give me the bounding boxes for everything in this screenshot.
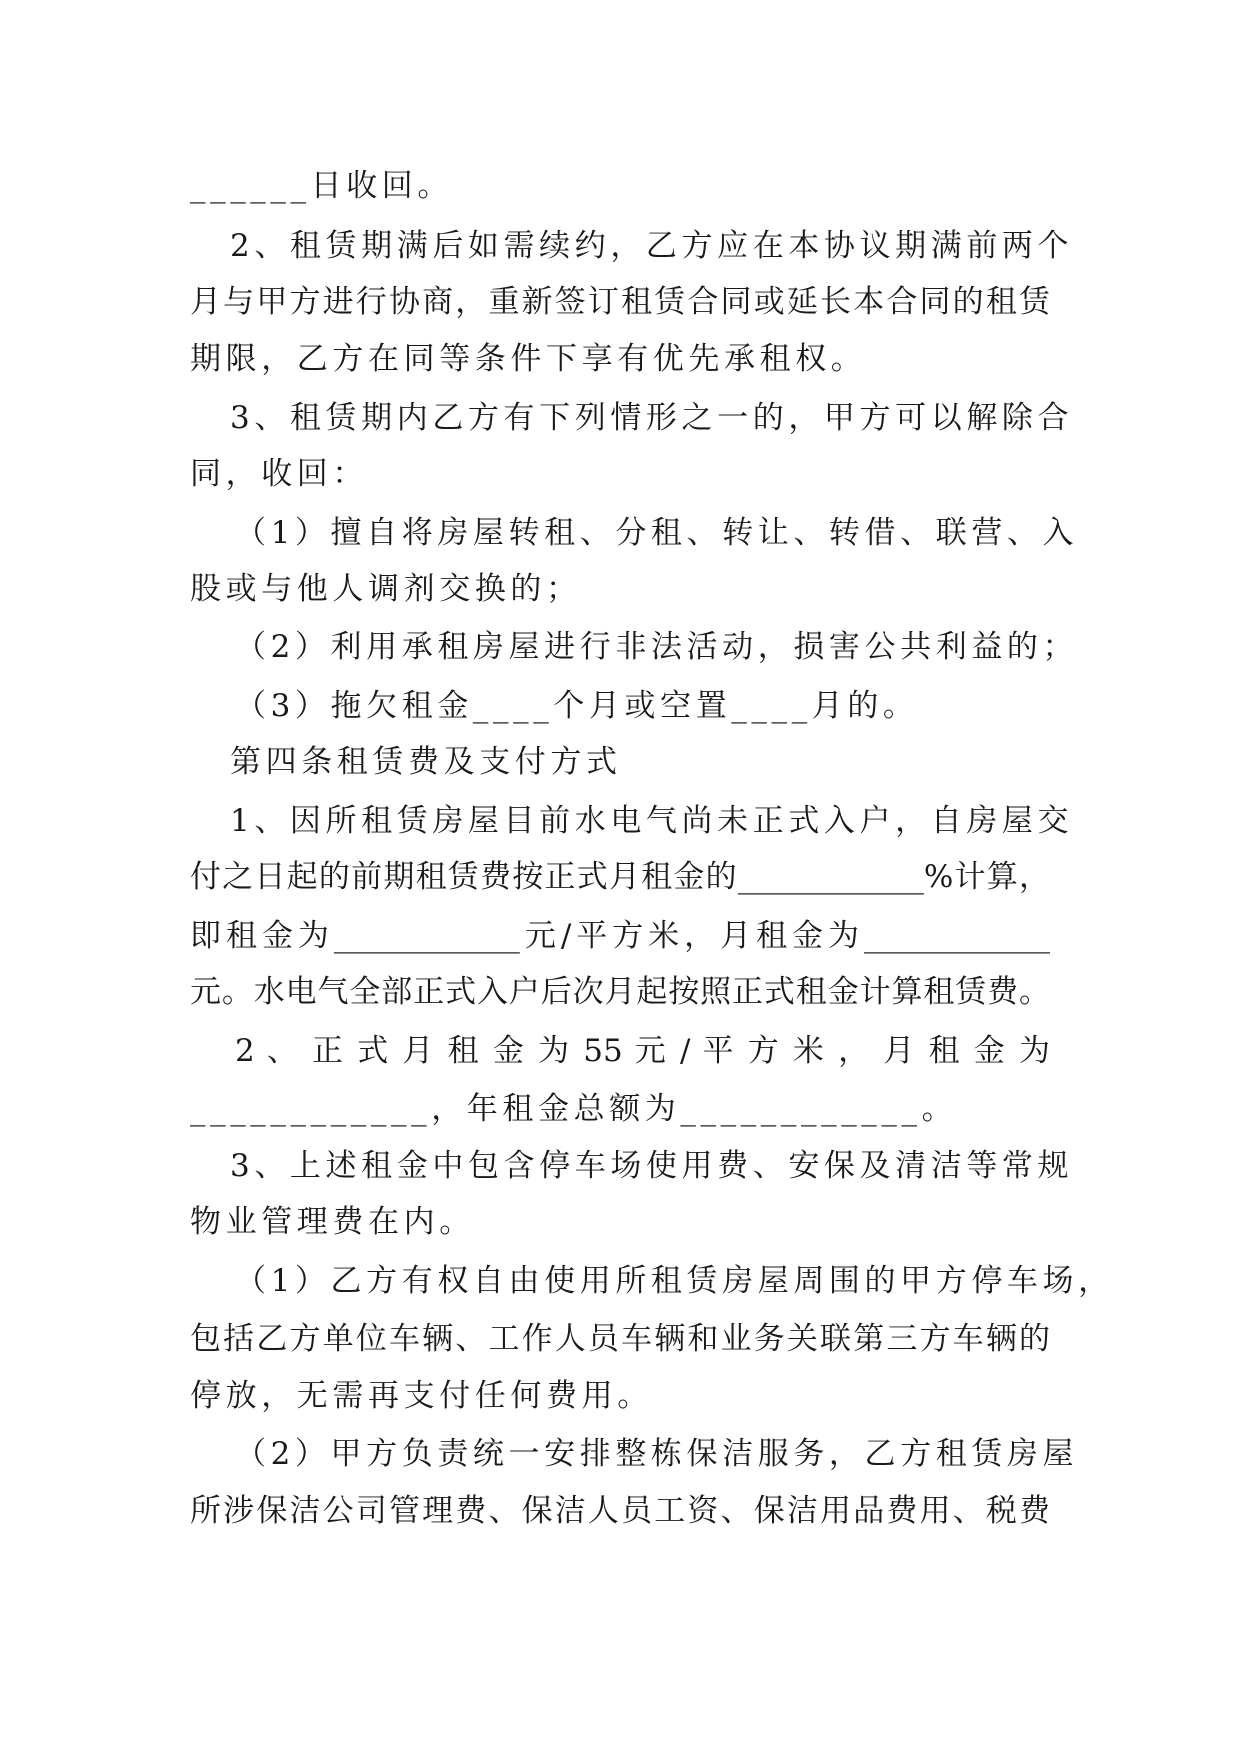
text-line: 期限，乙方在同等条件下享有优先承租权。	[190, 341, 867, 377]
text-line: （2）利用承租房屋进行非法活动，损害公共利益的；	[235, 629, 1079, 665]
section-heading: 第四条租赁费及支付方式	[230, 744, 622, 780]
text-line: 物业管理费在内。	[190, 1204, 475, 1240]
text-line: 月与甲方进行协商，重新签订租赁合同或延长本合同的租赁	[190, 284, 1050, 320]
text-line: 停放，无需再支付任何费用。	[190, 1378, 653, 1414]
text-line: 3、租赁期内乙方有下列情形之一的，甲方可以解除合	[230, 400, 1074, 436]
text-line: （1）乙方有权自由使用所租赁房屋周围的甲方停车场，	[235, 1263, 1114, 1299]
text-line: 1、因所租赁房屋目前水电气尚未正式入户，自房屋交	[230, 803, 1074, 839]
text-line: （3）拖欠租金____个月或空置____月的。	[235, 688, 919, 724]
text-line: 所涉保洁公司管理费、保洁人员工资、保洁用品费用、税费	[190, 1493, 1050, 1529]
text-line: （2）甲方负责统一安排整栋保洁服务，乙方租赁房屋	[235, 1436, 1079, 1472]
text-line: ______日收回。	[190, 168, 453, 204]
text-line: ____________，年租金总额为____________。	[190, 1091, 958, 1127]
text-line: 元。水电气全部正式入户后次月起按照正式租金计算租赁费。	[190, 974, 1050, 1010]
text-line: 付之日起的前期租赁费按正式月租金的____________%计算，	[190, 859, 1050, 895]
text-line: 股或与他人调剂交换的；	[190, 571, 582, 607]
text-line: 同，收回：	[190, 456, 368, 492]
text-line: 2 、 正 式 月 租 金 为 55 元 / 平 方 米 ， 月 租 金 为	[235, 1033, 1051, 1069]
text-line: 即租金为____________元/平方米，月租金为____________	[190, 918, 1050, 954]
text-line: （1）擅自将房屋转租、分租、转让、转借、联营、入	[235, 515, 1079, 551]
text-line: 2、租赁期满后如需续约，乙方应在本协议期满前两个	[230, 228, 1074, 264]
text-line: 3、上述租金中包含停车场使用费、安保及清洁等常规	[230, 1148, 1074, 1184]
text-line: 包括乙方单位车辆、工作人员车辆和业务关联第三方车辆的	[190, 1321, 1050, 1357]
